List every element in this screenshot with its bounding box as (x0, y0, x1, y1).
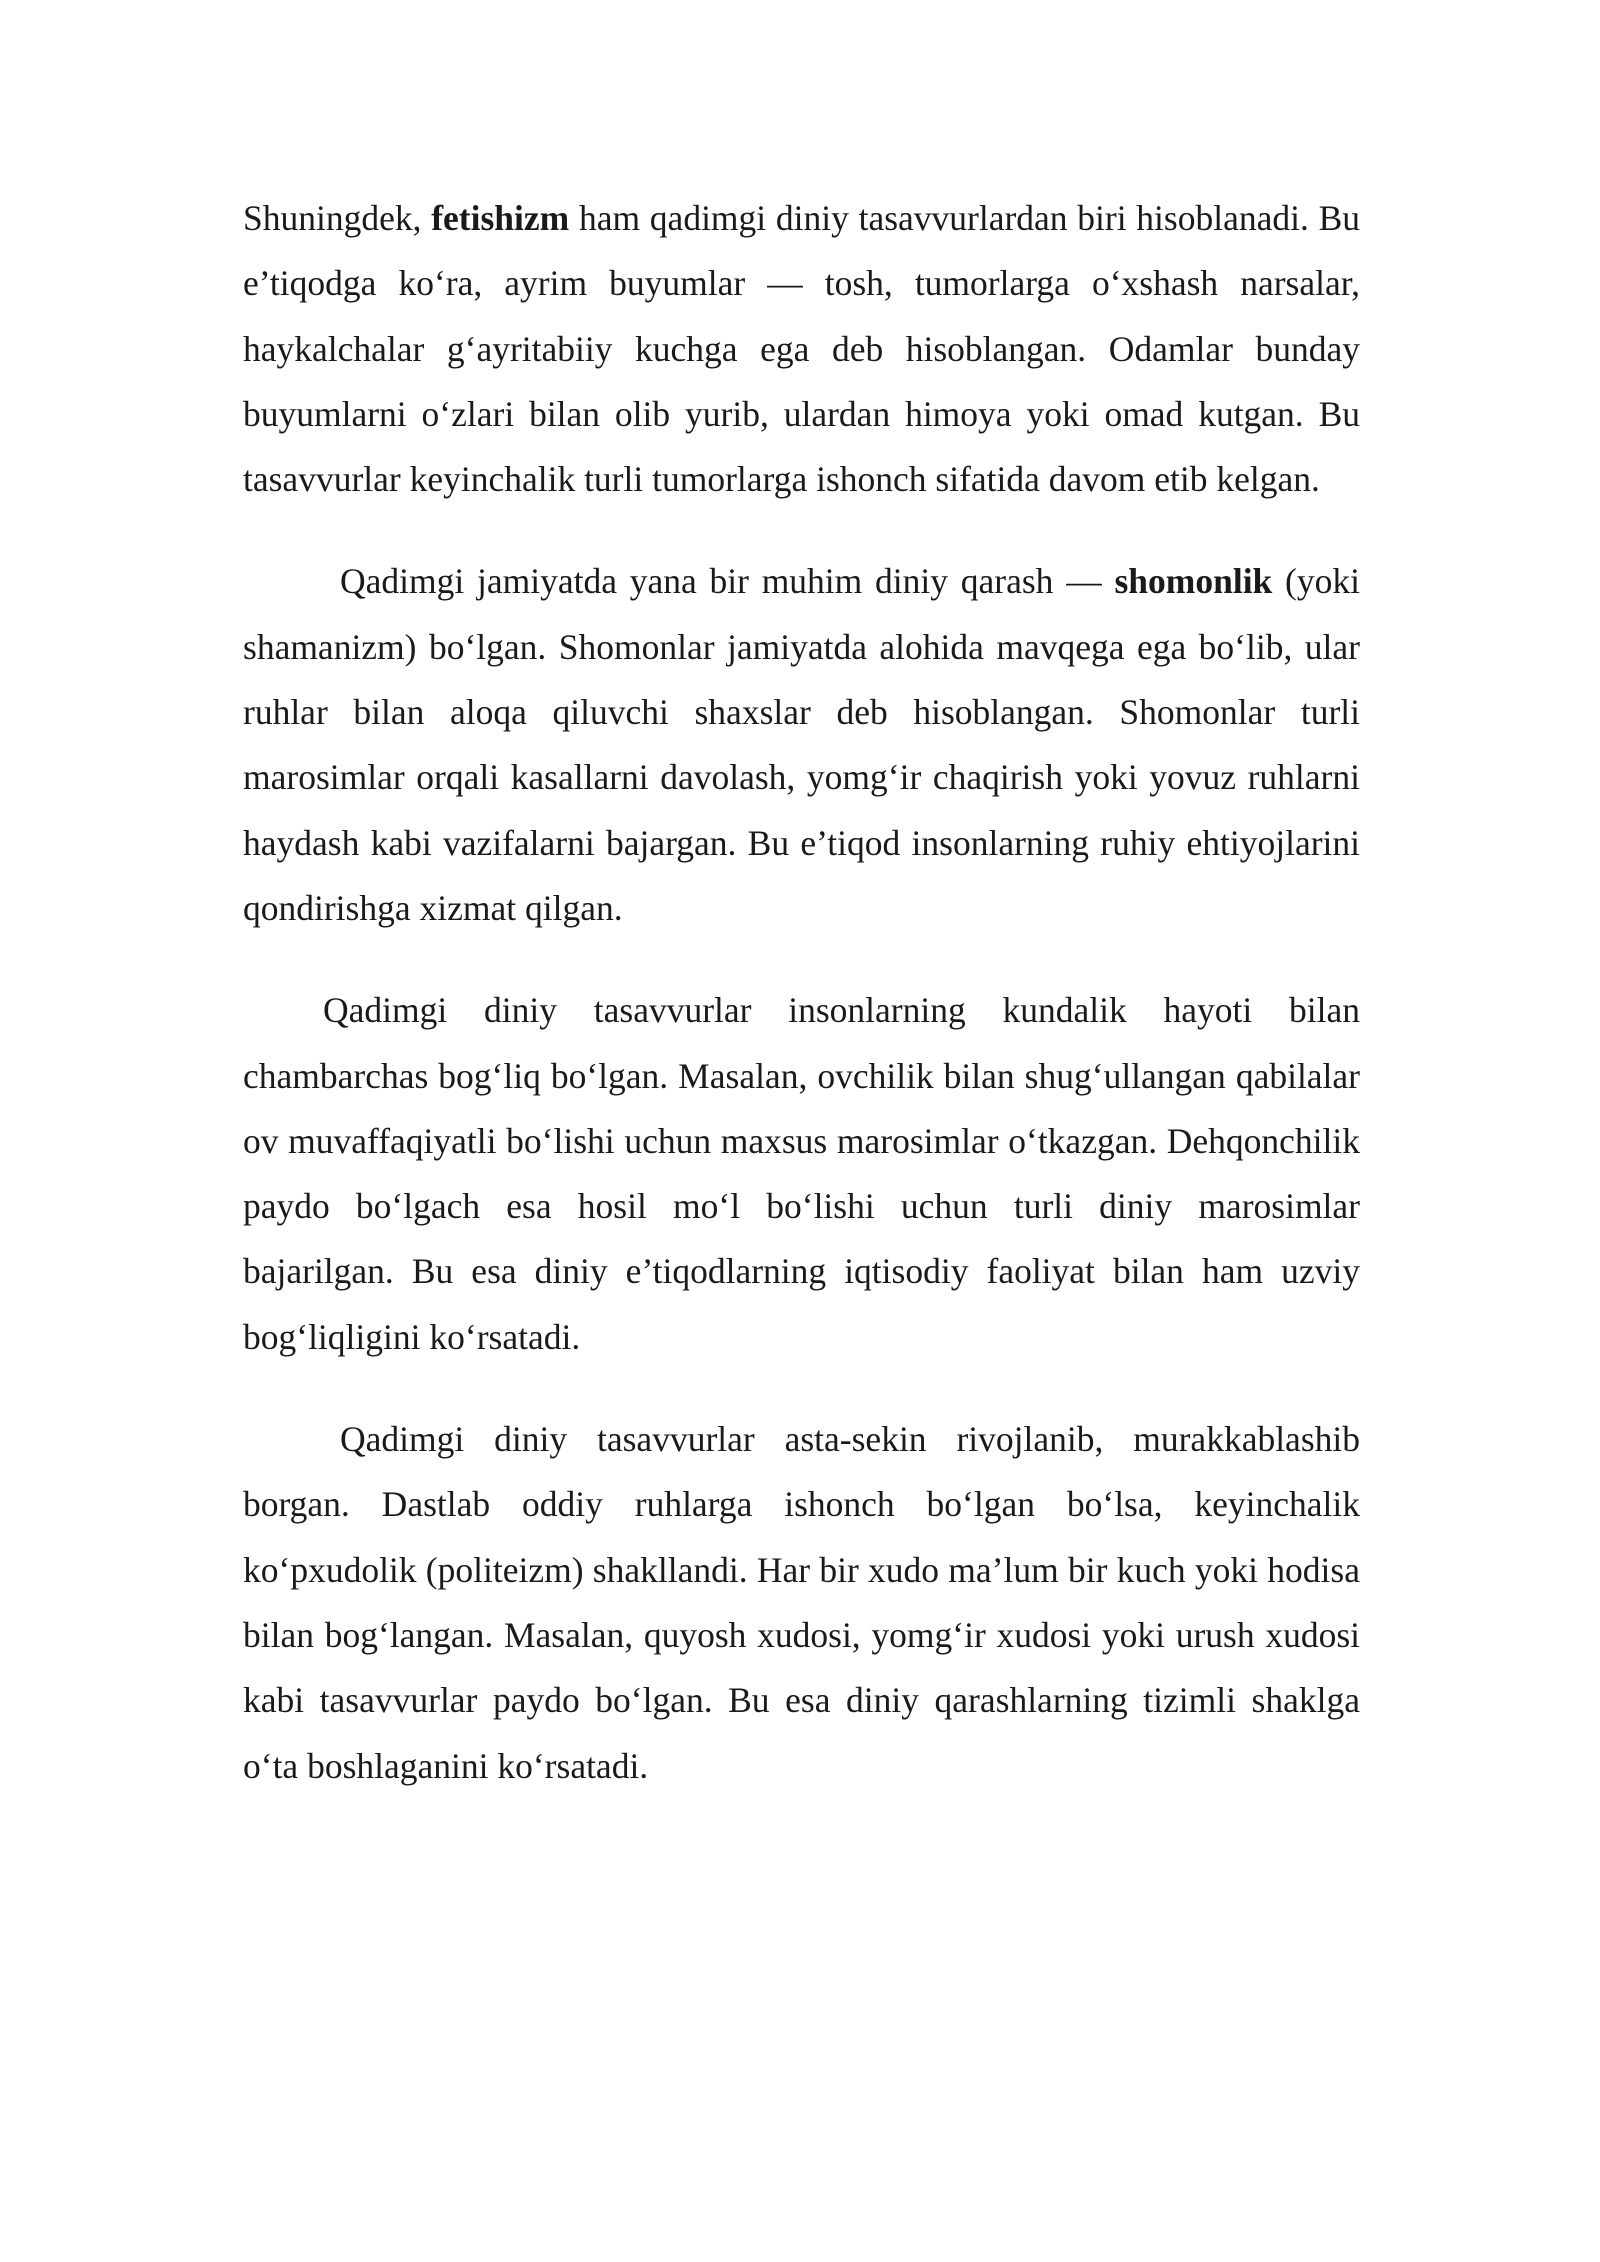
paragraph-text: ham qadimgi diniy tasavvurlardan biri hisoblanadi. Bu e’tiqodga ko‘ra, ayrim buyumlar — tosh, tumorlarga o‘xshash narsalar, haykalchalar g‘ayritabiiy kuchga ega deb hisoblangan. Odamlar bunday buyumlarni o‘zlari bilan olib yurib, ulardan himoya yoki omad kutgan. Bu tasavvurlar keyinchalik turli tumorlarga ishonch sifatida davom etib kelgan. (243, 198, 1360, 500)
paragraph-shomonlik (243, 549, 1360, 941)
paragraph-text: (yoki shamanizm) bo‘lgan. Shomonlar jamiyatda alohida mavqega ega bo‘lib, ular ruhlar bilan aloqa qiluvchi shaxslar deb hisoblangan. Shomonlar turli marosimlar orqali kasallarni davolash, yomg‘ir chaqirish yoki yovuz ruhlarni haydash kabi vazifalarni bajargan. Bu e’tiqod insonlarning ruhiy ehtiyojlarini qondirishga xizmat qilgan. (243, 561, 1360, 928)
term-fetishizm: fetishizm (431, 198, 570, 238)
paragraph-politeizm: Qadimgi diniy tasavvurlar asta-sekin rivojlanib, murakkablashib borgan. Dastlab oddiy ruhlarga ishonch bo‘lgan bo‘lsa, keyinchalik ko‘pxudolik (politeizm) shakllandi. Har bir xudo ma’lum bir kuch yoki hodisa bilan bog‘langan. Masalan, quyosh xudosi, yomg‘ir xudosi yoki urush xudosi kabi tasavvurlar paydo bo‘lgan. Bu esa diniy qarashlarning tizimli shaklga o‘ta boshlaganini ko‘rsatadi. (243, 1419, 1360, 1786)
paragraph-daily-life: Qadimgi diniy tasavvurlar insonlarning kundalik hayoti bilan chambarchas bog‘liq bo‘lgan. Masalan, ovchilik bilan shug‘ullangan qabilalar ov muvaffaqiyatli bo‘lishi uchun maxsus marosimlar o‘tkazgan. Dehqonchilik paydo bo‘lgach esa hosil mo‘l bo‘lishi uchun turli diniy marosimlar bajarilgan. Bu esa diniy e’tiqodlarning iqtisodiy faoliyat bilan ham uzviy bog‘liqligini ko‘rsatadi. (243, 990, 1360, 1357)
paragraph-fetishizm (243, 186, 1360, 512)
term-shomonlik: shomonlik (1114, 561, 1273, 602)
paragraph-text: Shuningdek, (243, 198, 432, 238)
document-body (243, 186, 1360, 1836)
paragraph-text: Qadimgi jamiyatda yana bir muhim diniy qarash — (340, 561, 1115, 602)
